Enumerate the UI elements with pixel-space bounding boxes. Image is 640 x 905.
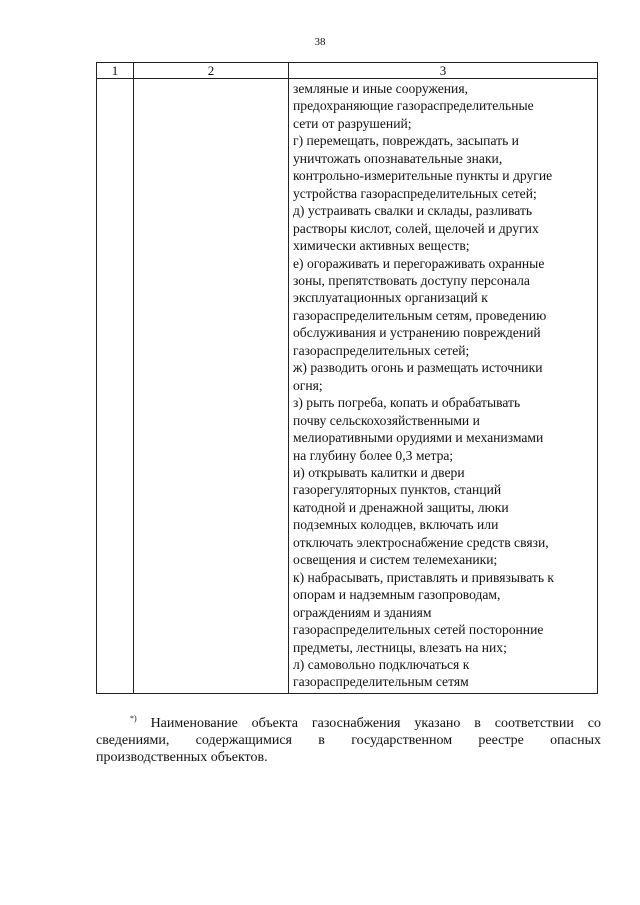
text-line: г) перемещать, повреждать, засыпать и xyxy=(293,133,519,149)
text-line: е) огораживать и перегораживать охранные xyxy=(293,255,545,271)
text-line: химически активных веществ; xyxy=(293,238,470,254)
text-line: ж) разводить огонь и размещать источники xyxy=(293,360,543,376)
text-line: ограждениям и зданиям xyxy=(293,604,432,620)
text-line: огня; xyxy=(293,377,323,393)
text-line: газорегуляторных пунктов, станций xyxy=(293,482,502,498)
table-cell-col2 xyxy=(134,79,289,694)
text-line: к) набрасывать, приставлять и привязывать к xyxy=(293,569,555,585)
column-header-1: 1 xyxy=(97,63,134,79)
footnote-line-3: производственных объектов. xyxy=(96,750,268,765)
text-line: газораспределительных сетей посторонние xyxy=(293,622,544,638)
footnote-marker: *) xyxy=(130,714,137,723)
column-header-2: 2 xyxy=(134,63,289,79)
table-row xyxy=(97,79,598,694)
text-line: предохраняющие газораспределительные xyxy=(293,98,534,114)
text-line: газораспределительных сетей; xyxy=(293,342,470,358)
text-line: отключать электроснабжение средств связи, xyxy=(293,534,549,550)
text-line: обслуживания и устранению повреждений xyxy=(293,325,541,341)
text-line: подземных колодцев, включать или xyxy=(293,517,499,533)
text-line: на глубину более 0,3 метра; xyxy=(293,447,454,463)
footnote-line-1 xyxy=(96,710,601,732)
prohibitions-text xyxy=(289,79,597,691)
text-line: зоны, препятствовать доступу персонала xyxy=(293,272,530,288)
text-line: предметы, лестницы, влезать на них; xyxy=(293,639,507,655)
text-line: мелиоративными орудиями и механизмами xyxy=(293,430,544,446)
column-header-3: 3 xyxy=(289,63,598,79)
text-line: эксплуатационных организаций к xyxy=(293,290,488,306)
text-line: сети от разрушений; xyxy=(293,115,412,131)
text-line: л) самовольно подключаться к xyxy=(293,656,470,672)
text-line: земляные и иные сооружения, xyxy=(293,81,468,96)
text-line: з) рыть погреба, копать и обрабатывать xyxy=(293,395,521,411)
footnote-line-2: сведениями, содержащимися в государственном реестре опасных xyxy=(96,733,601,748)
footnote xyxy=(96,710,601,766)
text-line: уничтожать опознавательные знаки, xyxy=(293,150,503,166)
text-line: опорам и надземным газопроводам, xyxy=(293,587,501,603)
text-line: и) открывать калитки и двери xyxy=(293,464,465,480)
text-line: растворы кислот, солей, щелочей и других xyxy=(293,220,539,236)
footnote-text-1: Наименование объекта газоснабжения указано в соответствии со xyxy=(150,716,601,731)
table-header-row xyxy=(97,63,598,79)
text-line: катодной и дренажной защиты, люки xyxy=(293,499,509,515)
text-line: контрольно-измерительные пункты и другие xyxy=(293,168,553,184)
requirements-table xyxy=(96,62,598,694)
text-line: освещения и систем телемеханики; xyxy=(293,552,498,568)
text-line: газораспределительным сетям xyxy=(293,674,469,690)
table-cell-col1 xyxy=(97,79,134,694)
text-line: газораспределительным сетям, проведению xyxy=(293,307,547,323)
text-line: устройства газораспределительных сетей; xyxy=(293,185,537,201)
table-cell-col3 xyxy=(289,79,598,694)
page-number: 38 xyxy=(314,36,326,48)
text-line: д) устраивать свалки и склады, разливать xyxy=(293,203,533,219)
text-line: почву сельскохозяйственными и xyxy=(293,412,480,428)
